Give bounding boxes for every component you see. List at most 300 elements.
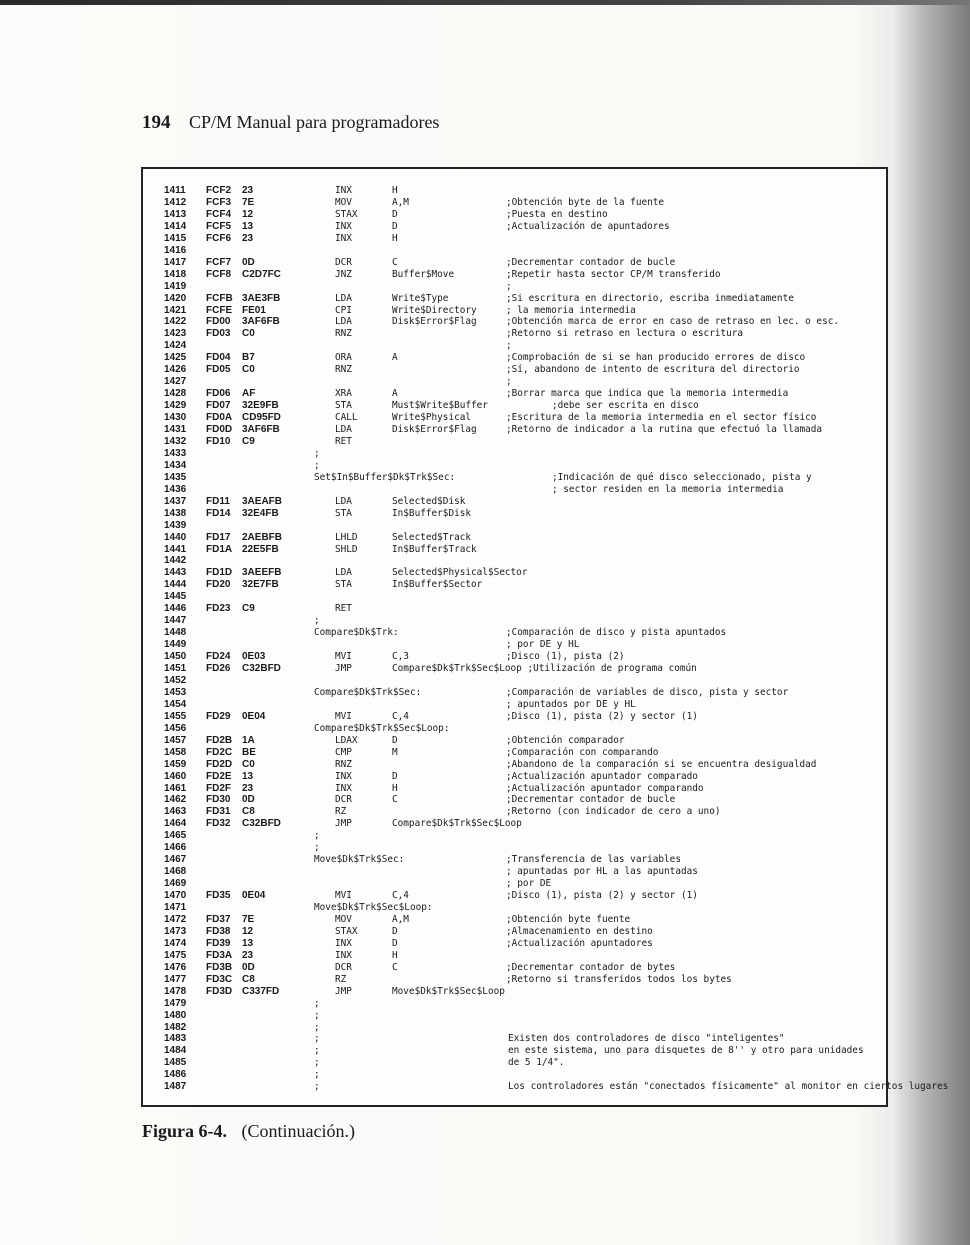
line-number: 1436: [164, 483, 187, 495]
hex-address: FD30: [206, 794, 231, 806]
line-number: 1446: [164, 603, 187, 615]
comment: ;Indicación de qué disco seleccionado, pista y: [552, 471, 812, 483]
operand: H: [392, 949, 398, 961]
mnemonic: RET: [335, 435, 352, 447]
hex-address: FCF7: [206, 256, 231, 268]
mnemonic: INX: [335, 937, 352, 949]
source-label: Move$Dk$Trk$Sec:: [314, 854, 405, 866]
hex-address: FCF5: [206, 220, 231, 232]
object-code: BE: [242, 746, 256, 758]
comment: Los controladores están "conectados físicamente" al monitor en ciertos lugares: [508, 1081, 949, 1093]
comment: ; la memoria intermedia: [506, 304, 636, 316]
line-number: 1450: [164, 651, 187, 663]
operand: C,4: [392, 710, 409, 722]
line-number: 1431: [164, 424, 187, 435]
operand: Disk$Error$Flag: [392, 316, 477, 328]
page-header: [142, 112, 439, 134]
comment: ;Obtención marca de error en caso de retraso en lec. o esc.: [506, 316, 840, 328]
mnemonic: INX: [335, 949, 352, 961]
line-number: 1459: [164, 758, 187, 770]
comment: ;: [506, 280, 512, 292]
operand: C: [392, 256, 398, 268]
object-code: 0E03: [242, 651, 266, 663]
line-number: 1418: [164, 268, 187, 280]
comment: ;Disco (1), pista (2): [506, 651, 625, 663]
operand: Selected$Physical$Sector: [392, 567, 528, 579]
object-code: C0: [242, 364, 255, 376]
line-number: 1467: [164, 854, 187, 866]
line-number: 1483: [164, 1033, 187, 1045]
object-code: 0E04: [242, 890, 266, 902]
hex-address: FD29: [206, 710, 231, 722]
line-number: 1451: [164, 663, 187, 674]
hex-address: FD3B: [206, 961, 233, 973]
operand: Disk$Error$Flag: [392, 424, 477, 435]
operand: Selected$Track: [392, 531, 472, 543]
line-number: 1457: [164, 734, 187, 746]
line-number: 1460: [164, 770, 187, 782]
mnemonic: LDAX: [335, 734, 358, 746]
object-code: 7E: [242, 196, 255, 208]
operand: Compare$Dk$Trk$Sec$Loop: [392, 818, 522, 830]
hex-address: FD32: [206, 818, 231, 830]
mnemonic: LDA: [335, 567, 352, 579]
comment: en este sistema, uno para disquetes de 8'' y otro para unidades: [508, 1045, 864, 1057]
line-number: 1416: [164, 244, 187, 256]
source-label: Compare$Dk$Trk$Sec$Loop:: [314, 722, 450, 734]
object-code: 3AEAFB: [242, 495, 283, 507]
line-number: 1437: [164, 495, 187, 507]
mnemonic: INX: [335, 185, 352, 196]
comment: de 5 1/4".: [508, 1057, 565, 1069]
hex-address: FD3C: [206, 973, 233, 985]
mnemonic: INX: [335, 220, 352, 232]
source-label: Move$Dk$Trk$Sec$Loop:: [314, 902, 433, 913]
mnemonic: CMP: [335, 746, 352, 758]
line-number: 1428: [164, 388, 187, 400]
line-number: 1422: [164, 316, 187, 328]
comment: ;Almacenamiento en destino: [506, 925, 653, 937]
hex-address: FD3A: [206, 949, 233, 961]
operand: D: [392, 937, 398, 949]
comment: ; sector residen en la memoria intermedia: [552, 483, 784, 495]
mnemonic: RNZ: [335, 364, 352, 376]
comment: ;Puesta en destino: [506, 208, 608, 220]
mnemonic: MVI: [335, 890, 352, 902]
line-number: 1426: [164, 364, 187, 376]
line-number: 1439: [164, 519, 187, 531]
line-number: 1470: [164, 890, 187, 902]
line-number: 1412: [164, 196, 187, 208]
hex-address: FD0D: [206, 424, 233, 435]
source-label: ;: [314, 830, 320, 842]
line-number: 1411: [164, 185, 186, 196]
object-code: 1A: [242, 734, 255, 746]
comment: ;Obtención comparador: [506, 734, 625, 746]
hex-address: FD0A: [206, 412, 233, 424]
line-number: 1413: [164, 208, 187, 220]
line-number: 1463: [164, 806, 187, 818]
comment: ;Disco (1), pista (2) y sector (1): [506, 890, 698, 902]
source-label: Compare$Dk$Trk:: [314, 627, 399, 639]
source-label: ;: [314, 447, 320, 459]
source-label: Set$In$Buffer$Dk$Trk$Sec:: [314, 471, 456, 483]
object-code: C337FD: [242, 985, 280, 997]
object-code: 13: [242, 937, 254, 949]
line-number: 1423: [164, 328, 187, 340]
operand: Write$Directory: [392, 304, 477, 316]
mnemonic: RZ: [335, 806, 347, 818]
line-number: 1465: [164, 830, 187, 842]
comment: ;Repetir hasta sector CP/M transferido: [506, 268, 721, 280]
comment: ;Abandono de la comparación si se encuentra desigualdad: [506, 758, 817, 770]
line-number: 1425: [164, 352, 187, 364]
mnemonic: INX: [335, 232, 352, 244]
operand: In$Buffer$Sector: [392, 579, 483, 591]
mnemonic: LDA: [335, 316, 352, 328]
comment: ;Comparación de variables de disco, pista y sector: [506, 686, 789, 698]
mnemonic: STA: [335, 507, 352, 519]
source-label: ;: [314, 615, 320, 627]
line-number: 1447: [164, 615, 187, 627]
mnemonic: MVI: [335, 710, 352, 722]
hex-address: FD07: [206, 400, 231, 412]
line-number: 1458: [164, 746, 187, 758]
object-code: C32BFD: [242, 818, 281, 830]
hex-address: FD2B: [206, 734, 233, 746]
line-number: 1448: [164, 627, 187, 639]
mnemonic: STA: [335, 400, 352, 412]
object-code: 13: [242, 220, 254, 232]
hex-address: FCFE: [206, 304, 233, 316]
mnemonic: LHLD: [335, 531, 358, 543]
operand: A: [392, 388, 398, 400]
line-number: 1474: [164, 937, 187, 949]
line-number: 1442: [164, 555, 187, 567]
operand: M: [392, 746, 398, 758]
object-code: C2D7FC: [242, 268, 281, 280]
hex-address: FD26: [206, 663, 231, 674]
mnemonic: JMP: [335, 818, 352, 830]
line-number: 1477: [164, 973, 187, 985]
mnemonic: LDA: [335, 424, 352, 435]
mnemonic: LDA: [335, 495, 352, 507]
hex-address: FD17: [206, 531, 231, 543]
source-label: ;: [314, 1009, 320, 1021]
line-number: 1420: [164, 292, 187, 304]
line-number: 1469: [164, 878, 187, 890]
line-number: 1452: [164, 674, 187, 686]
line-number: 1482: [164, 1021, 187, 1033]
operand: Buffer$Move: [392, 268, 455, 280]
hex-address: FD2C: [206, 746, 233, 758]
comment: ;Actualización de apuntadores: [506, 220, 670, 232]
object-code: C9: [242, 435, 255, 447]
line-number: 1445: [164, 591, 187, 603]
comment: ;Si escritura en directorio, escriba inmediatamente: [506, 292, 794, 304]
comment: ;debe ser escrita en disco: [552, 400, 699, 412]
object-code: 0E04: [242, 710, 266, 722]
code-listing: [141, 167, 949, 1107]
comment: ;Actualización apuntador comparado: [506, 770, 698, 782]
operand: Write$Type: [392, 292, 449, 304]
mnemonic: INX: [335, 782, 352, 794]
comment: ; por DE: [506, 878, 552, 890]
hex-address: FCFB: [206, 292, 233, 304]
object-code: 0D: [242, 794, 255, 806]
operand: D: [392, 770, 398, 782]
mnemonic: CPI: [335, 304, 352, 316]
operand: In$Buffer$Disk: [392, 507, 472, 519]
operand: C,4: [392, 890, 409, 902]
line-number: 1430: [164, 412, 187, 424]
line-number: 1424: [164, 340, 187, 352]
comment: ;Comparación con comparando: [506, 746, 659, 758]
comment: ;Comprobación de si se han producido errores de disco: [506, 352, 806, 364]
mnemonic: MOV: [335, 196, 352, 208]
line-number: 1454: [164, 698, 187, 710]
hex-address: FD39: [206, 937, 231, 949]
hex-address: FD37: [206, 913, 231, 925]
mnemonic: DCR: [335, 256, 352, 268]
hex-address: FD23: [206, 603, 231, 615]
object-code: 32E9FB: [242, 400, 279, 412]
mnemonic: XRA: [335, 388, 352, 400]
object-code: FE01: [242, 304, 266, 316]
line-number: 1462: [164, 794, 187, 806]
line-number: 1432: [164, 435, 187, 447]
hex-address: FD00: [206, 316, 231, 328]
object-code: B7: [242, 352, 255, 364]
line-number: 1456: [164, 722, 187, 734]
object-code: 13: [242, 770, 254, 782]
source-label: ;: [314, 459, 320, 471]
object-code: 23: [242, 782, 254, 794]
line-number: 1478: [164, 985, 187, 997]
figure-label: Figura 6-4.: [142, 1121, 227, 1141]
source-label: ;: [314, 1033, 320, 1045]
object-code: 23: [242, 185, 254, 196]
hex-address: FD38: [206, 925, 231, 937]
hex-address: FD03: [206, 328, 231, 340]
object-code: 23: [242, 949, 254, 961]
hex-address: FD11: [206, 495, 230, 507]
object-code: CD95FD: [242, 412, 281, 424]
hex-address: FD10: [206, 435, 231, 447]
hex-address: FD14: [206, 507, 231, 519]
comment: ;Escritura de la memoria intermedia en el sector físico: [506, 412, 817, 424]
comment: ;Obtención byte fuente: [506, 913, 631, 925]
mnemonic: RNZ: [335, 328, 352, 340]
hex-address: FCF8: [206, 268, 231, 280]
hex-address: FCF2: [206, 185, 231, 196]
operand: Must$Write$Buffer: [392, 400, 488, 412]
mnemonic: STAX: [335, 208, 358, 220]
line-number: 1485: [164, 1057, 187, 1069]
object-code: C0: [242, 328, 255, 340]
comment: ;Retorno (con indicador de cero a uno): [506, 806, 721, 818]
comment: ;Actualización apuntador comparando: [506, 782, 704, 794]
line-number: 1440: [164, 531, 187, 543]
line-number: 1480: [164, 1009, 187, 1021]
operand: D: [392, 925, 398, 937]
comment: ; apuntadas por HL a las apuntadas: [506, 866, 698, 878]
mnemonic: JMP: [335, 985, 352, 997]
comment: ;Decrementar contador de bucle: [506, 256, 676, 268]
operand: A,M: [392, 196, 409, 208]
comment: ;: [506, 376, 512, 388]
line-number: 1421: [164, 304, 187, 316]
mnemonic: STAX: [335, 925, 358, 937]
mnemonic: RNZ: [335, 758, 352, 770]
operand: D: [392, 734, 398, 746]
comment: ;Borrar marca que indica que la memoria intermedia: [506, 388, 789, 400]
hex-address: FD06: [206, 388, 231, 400]
object-code: 32E4FB: [242, 507, 279, 519]
object-code: 12: [242, 925, 254, 937]
operand: In$Buffer$Track: [392, 543, 477, 555]
hex-address: FD3D: [206, 985, 233, 997]
object-code: 0D: [242, 256, 255, 268]
hex-address: FD24: [206, 651, 231, 663]
line-number: 1466: [164, 842, 187, 854]
line-number: 1435: [164, 471, 187, 483]
line-number: 1468: [164, 866, 187, 878]
hex-address: FD1A: [206, 543, 233, 555]
object-code: 0D: [242, 961, 255, 973]
source-label: ;: [314, 1045, 320, 1057]
page-number: 194: [142, 112, 171, 133]
source-label: ;: [314, 1081, 320, 1093]
mnemonic: DCR: [335, 961, 352, 973]
line-number: 1473: [164, 925, 187, 937]
object-code: 3AE3FB: [242, 292, 281, 304]
comment: ;Retorno si transferidos todos los bytes: [506, 973, 732, 985]
line-number: 1487: [164, 1081, 187, 1093]
comment: ;Sí, abandono de intento de escritura del directorio: [506, 364, 800, 376]
operand: H: [392, 232, 398, 244]
operand: Selected$Disk: [392, 495, 466, 507]
mnemonic: STA: [335, 579, 352, 591]
mnemonic: LDA: [335, 292, 352, 304]
operand: C,3: [392, 651, 409, 663]
scan-top-edge: [0, 0, 970, 5]
comment: ; apuntados por DE y HL: [506, 698, 636, 710]
comment: ;Disco (1), pista (2) y sector (1): [506, 710, 698, 722]
line-number: 1438: [164, 507, 187, 519]
hex-address: FD1D: [206, 567, 233, 579]
line-number: 1419: [164, 280, 187, 292]
line-number: 1415: [164, 232, 187, 244]
figure-caption-text: (Continuación.): [241, 1121, 355, 1141]
operand: C: [392, 794, 398, 806]
hex-address: FD05: [206, 364, 231, 376]
line-number: 1429: [164, 400, 187, 412]
operand: Compare$Dk$Trk$Sec$Loop ;Utilización de programa común: [392, 663, 697, 674]
line-number: 1475: [164, 949, 187, 961]
running-title: CP/M Manual para programadores: [189, 112, 440, 132]
source-label: ;: [314, 1021, 320, 1033]
object-code: 3AF6FB: [242, 424, 280, 435]
mnemonic: ORA: [335, 352, 352, 364]
hex-address: FD31: [206, 806, 231, 818]
comment: ;Obtención byte de la fuente: [506, 196, 665, 208]
object-code: C8: [242, 806, 255, 818]
line-number: 1414: [164, 220, 187, 232]
line-number: 1476: [164, 961, 187, 973]
mnemonic: JMP: [335, 663, 352, 674]
comment: ;Transferencia de las variables: [506, 854, 681, 866]
line-number: 1484: [164, 1045, 187, 1057]
line-number: 1471: [164, 902, 187, 913]
figure-caption: [142, 1121, 355, 1142]
object-code: 3AEEFB: [242, 567, 282, 579]
line-number: 1441: [164, 543, 187, 555]
operand: D: [392, 208, 398, 220]
operand: Move$Dk$Trk$Sec$Loop: [392, 985, 505, 997]
mnemonic: JNZ: [335, 268, 352, 280]
object-code: C9: [242, 603, 255, 615]
comment: ;: [506, 340, 512, 352]
source-label: Compare$Dk$Trk$Sec:: [314, 686, 422, 698]
hex-address: FCF6: [206, 232, 231, 244]
object-code: 2AEBFB: [242, 531, 283, 543]
hex-address: FD20: [206, 579, 231, 591]
line-number: 1449: [164, 639, 187, 651]
mnemonic: MOV: [335, 913, 352, 925]
operand: A: [392, 352, 398, 364]
object-code: 23: [242, 232, 254, 244]
operand: C: [392, 961, 398, 973]
line-number: 1443: [164, 567, 187, 579]
object-code: C0: [242, 758, 255, 770]
line-number: 1486: [164, 1069, 187, 1081]
object-code: 32E7FB: [242, 579, 279, 591]
mnemonic: RZ: [335, 973, 347, 985]
line-number: 1444: [164, 579, 187, 591]
line-number: 1417: [164, 256, 187, 268]
object-code: 12: [242, 208, 254, 220]
line-number: 1453: [164, 686, 187, 698]
source-label: ;: [314, 1057, 320, 1069]
source-label: ;: [314, 997, 320, 1009]
line-number: 1479: [164, 997, 187, 1009]
object-code: 7E: [242, 913, 255, 925]
hex-address: FCF4: [206, 208, 231, 220]
mnemonic: INX: [335, 770, 352, 782]
hex-address: FD2F: [206, 782, 231, 794]
mnemonic: MVI: [335, 651, 352, 663]
operand: H: [392, 185, 398, 196]
mnemonic: RET: [335, 603, 352, 615]
comment: ;Decrementar contador de bytes: [506, 961, 676, 973]
object-code: C32BFD: [242, 663, 281, 674]
line-number: 1427: [164, 376, 187, 388]
hex-address: FD2D: [206, 758, 233, 770]
mnemonic: DCR: [335, 794, 352, 806]
object-code: 3AF6FB: [242, 316, 280, 328]
source-label: ;: [314, 842, 320, 854]
comment: ;Decrementar contador de bucle: [506, 794, 676, 806]
line-number: 1455: [164, 710, 187, 722]
comment: ;Retorno si retraso en lectura o escritura: [506, 328, 744, 340]
hex-address: FD35: [206, 890, 231, 902]
comment: ; por DE y HL: [506, 639, 580, 651]
comment: ;Comparación de disco y pista apuntados: [506, 627, 727, 639]
hex-address: FCF3: [206, 196, 231, 208]
object-code: AF: [242, 388, 256, 400]
object-code: 22E5FB: [242, 543, 279, 555]
